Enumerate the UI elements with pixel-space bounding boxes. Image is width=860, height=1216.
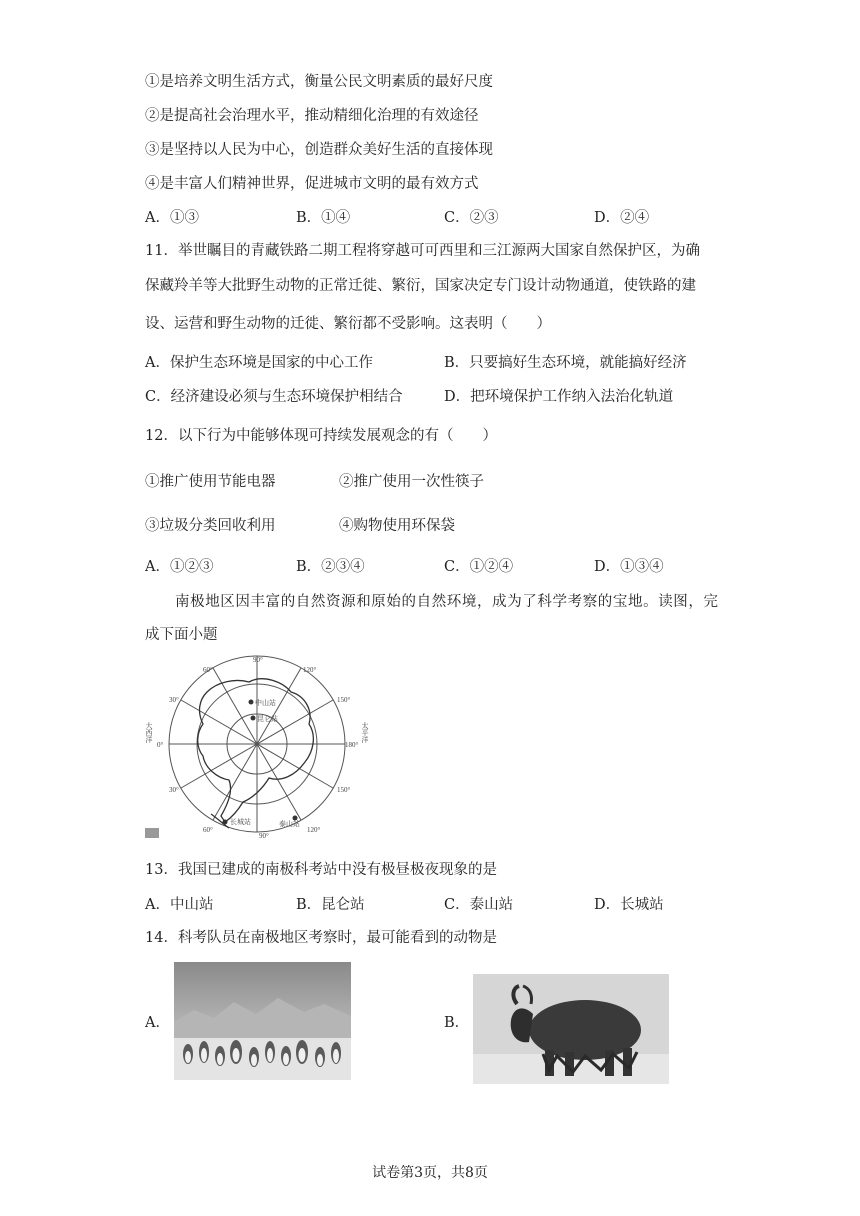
- station-label-kunlun: 昆仑站: [257, 715, 278, 723]
- lon-label-120: 120°: [303, 666, 317, 674]
- station-label-taishan: 泰山站: [279, 820, 300, 828]
- map-legend-swatch: [145, 828, 159, 838]
- q11-option-c: C．经济建设必须与生态环境保护相结合: [145, 389, 403, 405]
- q10-option-c: C．②③: [444, 210, 499, 226]
- yak-photo: [473, 974, 669, 1084]
- lon-label-30: 30°: [169, 696, 179, 704]
- q11-option-a: A．保护生态环境是国家的中心工作: [145, 355, 373, 371]
- q12-stem: 12．以下行为中能够体现可持续发展观念的有（ ）: [145, 428, 497, 444]
- q11-option-d: D．把环境保护工作纳入法治化轨道: [444, 389, 674, 405]
- lon-label-150: 150°: [337, 696, 351, 704]
- q13-option-b: B．昆仑站: [296, 897, 365, 913]
- passage-line-2: 成下面小题: [145, 627, 218, 643]
- q10-option-b: B．①④: [296, 210, 351, 226]
- lon-label-90: 90°: [253, 656, 263, 664]
- lon-label-120-lower: 120°: [307, 826, 321, 834]
- q14-stem: 14．科考队员在南极地区考察时，最可能看到的动物是: [145, 930, 497, 946]
- passage-line-1: 南极地区因丰富的自然资源和原始的自然环境，成为了科学考察的宝地。读图，完: [175, 594, 719, 610]
- q14-option-b-label: B．: [444, 1015, 470, 1031]
- antarctica-map: [145, 652, 377, 842]
- lon-label-90-lower: 90°: [259, 832, 269, 840]
- station-label-changcheng: 长城站: [230, 818, 251, 826]
- q10-item-1: ①是培养文明生活方式，衡量公民文明素质的最好尺度: [145, 74, 493, 90]
- q10-item-4: ④是丰富人们精神世界，促进城市文明的最有效方式: [145, 176, 479, 192]
- lon-label-30-lower: 30°: [169, 786, 179, 794]
- q11-option-b: B．只要搞好生态环境，就能搞好经济: [444, 355, 687, 371]
- q13-stem: 13．我国已建成的南极科考站中没有极昼极夜现象的是: [145, 862, 497, 878]
- q12-item-4: ④购物使用环保袋: [339, 518, 455, 534]
- q10-item-2: ②是提高社会治理水平，推动精细化治理的有效途径: [145, 108, 479, 124]
- q10-item-3: ③是坚持以人民为中心，创造群众美好生活的直接体现: [145, 142, 493, 158]
- page-footer: 试卷第3页，共8页: [372, 1165, 488, 1181]
- lon-label-60: 60°: [203, 666, 213, 674]
- lon-label-150-lower: 150°: [337, 786, 351, 794]
- penguin-photo: [174, 962, 351, 1080]
- station-label-zhongshan: 中山站: [255, 699, 276, 707]
- q12-item-2: ②推广使用一次性筷子: [339, 474, 484, 490]
- q12-item-3: ③垃圾分类回收利用: [145, 518, 276, 534]
- lon-label-60-lower: 60°: [203, 826, 213, 834]
- q13-option-d: D．长城站: [594, 897, 664, 913]
- lon-label-0: 0°: [157, 741, 164, 749]
- q12-option-c: C．①②④: [444, 559, 514, 575]
- q13-option-c: C．泰山站: [444, 897, 514, 913]
- q11-stem-line-2: 保藏羚羊等大批野生动物的正常迁徙、繁衍，国家决定专门设计动物通道，使铁路的建: [145, 278, 696, 294]
- q10-option-a: A．①③: [145, 210, 199, 226]
- q12-option-d: D．①③④: [594, 559, 664, 575]
- q12-option-a: A．①②③: [145, 559, 214, 575]
- q13-option-a: A．中山站: [145, 897, 214, 913]
- q11-stem-line-1: 11．举世瞩目的青藏铁路二期工程将穿越可可西里和三江源两大国家自然保护区，为确: [145, 243, 700, 259]
- lon-label-180: 180°: [345, 741, 359, 749]
- q12-item-1: ①推广使用节能电器: [145, 474, 276, 490]
- q14-option-a-label: A．: [145, 1015, 170, 1031]
- q11-stem-line-3: 设、运营和野生动物的迁徙、繁衍都不受影响。这表明（ ）: [145, 316, 551, 332]
- q10-option-d: D．②④: [594, 210, 650, 226]
- ocean-label-atlantic: 大西洋: [145, 722, 153, 743]
- q12-option-b: B．②③④: [296, 559, 365, 575]
- ocean-label-pacific: 太平洋: [361, 722, 369, 743]
